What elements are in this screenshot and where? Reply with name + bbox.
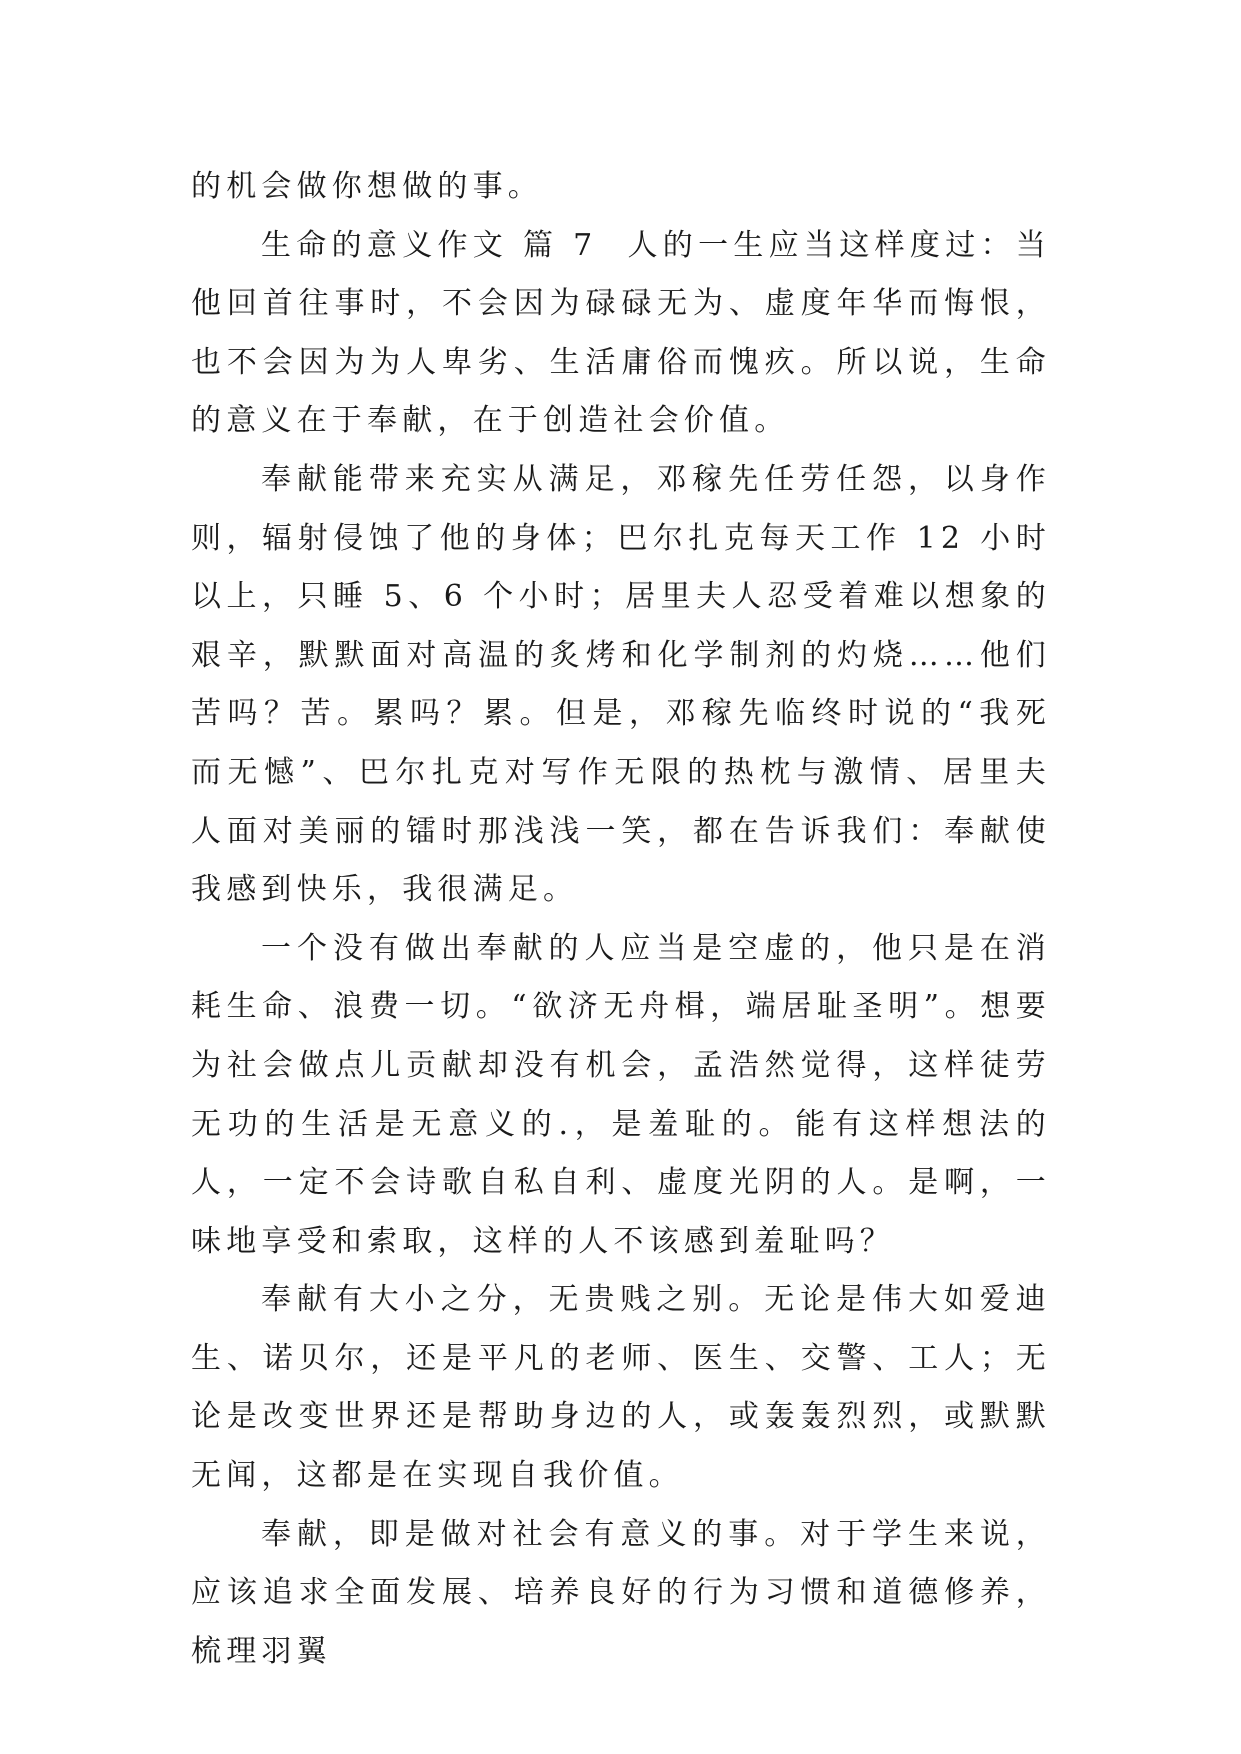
paragraph-size-of-dedication [191, 1271, 1051, 1505]
paragraph-dedication-satisfaction [191, 451, 1051, 920]
paragraph-text: 的机会做你想做的事。 [191, 169, 543, 204]
paragraph-text: 奉献能带来充实从满足，邓稼先任劳任怨，以身作则，辐射侵蚀了他的身体；巴尔扎克每天工作 12 小时以上，只睡 5、6 个小时；居里夫人忍受着难以想象的艰辛，默默面对高温的炙烤和化学制剂的灼烧……他们苦吗？苦。累吗？累。但是，邓稼先临终时说的“我死而无憾”、巴尔扎克对写作无限的热枕与激情、居里夫人面对美丽的镭时那浅浅一笑，都在告诉我们：奉献使我感到快乐，我很满足。 [191, 461, 1051, 908]
paragraph-continuation [191, 158, 1051, 217]
paragraph-text: 奉献有大小之分，无贵贱之别。无论是伟大如爱迪生、诺贝尔，还是平凡的老师、医生、交警、工人；无论是改变世界还是帮助身边的人，或轰轰烈烈，或默默无闻，这都是在实现自我价值。 [191, 1282, 1051, 1494]
paragraph-empty-life [191, 920, 1051, 1272]
paragraph-students [191, 1506, 1051, 1682]
paragraph-text: 人的一生应当这样度过：当他回首往事时，不会因为碌碌无为、虚度年华而悔恨，也不会因为为人卑劣、生活庸俗而愧疚。所以说，生命的意义在于奉献，在于创造社会价值。 [191, 227, 1051, 439]
document-body [191, 158, 1051, 1681]
paragraph-essay-7 [191, 217, 1051, 451]
paragraph-text: 奉献，即是做对社会有意义的事。对于学生来说，应该追求全面发展、培养良好的行为习惯和道德修养，梳理羽翼 [191, 1516, 1051, 1669]
essay-heading: 生命的意义作文 篇 7 [261, 227, 598, 263]
paragraph-text: 一个没有做出奉献的人应当是空虚的，他只是在消耗生命、浪费一切。“欲济无舟楫，端居耻圣明”。想要为社会做点儿贡献却没有机会，孟浩然觉得，这样徒劳无功的生活是无意义的.，是羞耻的。能有这样想法的人，一定不会诗歌自私自利、虚度光阴的人。是啊，一味地享受和索取，这样的人不该感到羞耻吗？ [191, 930, 1051, 1259]
